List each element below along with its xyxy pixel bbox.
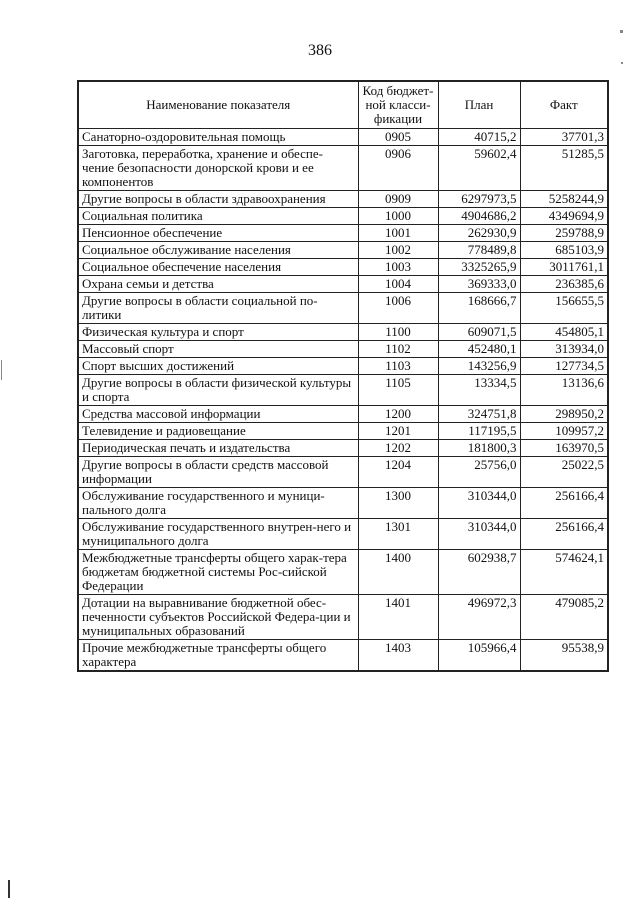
cell-fact: 95538,9 (520, 640, 608, 672)
cell-plan: 3325265,9 (438, 259, 520, 276)
cell-plan: 602938,7 (438, 550, 520, 595)
table-row (78, 225, 608, 242)
table-row (78, 550, 608, 595)
cell-code: 0906 (358, 146, 438, 191)
cell-plan: 609071,5 (438, 324, 520, 341)
cell-fact: 156655,5 (520, 293, 608, 324)
budget-table (77, 80, 609, 672)
table-row (78, 358, 608, 375)
table-body (78, 129, 608, 672)
cell-plan: 452480,1 (438, 341, 520, 358)
cell-name: Пенсионное обеспечение (78, 225, 358, 242)
header-plan: План (438, 81, 520, 129)
cell-plan: 262930,9 (438, 225, 520, 242)
cell-name: Обслуживание государственного и муници-пального долга (78, 488, 358, 519)
cell-fact: 298950,2 (520, 406, 608, 423)
table-header-row (78, 81, 608, 129)
cell-plan: 324751,8 (438, 406, 520, 423)
cell-plan: 310344,0 (438, 519, 520, 550)
cell-code: 1103 (358, 358, 438, 375)
cell-plan: 143256,9 (438, 358, 520, 375)
cell-name: Физическая культура и спорт (78, 324, 358, 341)
header-fact: Факт (520, 81, 608, 129)
table-row (78, 191, 608, 208)
cell-fact: 259788,9 (520, 225, 608, 242)
table-row (78, 423, 608, 440)
cell-code: 0905 (358, 129, 438, 146)
cell-name: Другие вопросы в области средств массовой информации (78, 457, 358, 488)
cell-fact: 479085,2 (520, 595, 608, 640)
cell-code: 1000 (358, 208, 438, 225)
cell-name: Социальное обслуживание населения (78, 242, 358, 259)
cell-fact: 313934,0 (520, 341, 608, 358)
cell-code: 1004 (358, 276, 438, 293)
cell-code: 1001 (358, 225, 438, 242)
cell-code: 1100 (358, 324, 438, 341)
table-row (78, 457, 608, 488)
cell-code: 0909 (358, 191, 438, 208)
table-row (78, 324, 608, 341)
margin-mark-top-2 (621, 62, 623, 64)
cell-plan: 778489,8 (438, 242, 520, 259)
budget-table-container (77, 80, 607, 672)
cell-name: Заготовка, переработка, хранение и обеспе-чение безопасности донорской крови и ее компонентов (78, 146, 358, 191)
cell-name: Спорт высших достижений (78, 358, 358, 375)
margin-mark-top (620, 30, 623, 33)
cell-fact: 256166,4 (520, 488, 608, 519)
table-row (78, 208, 608, 225)
header-name: Наименование показателя (78, 81, 358, 129)
table-row (78, 640, 608, 672)
table-row (78, 595, 608, 640)
cell-fact: 5258244,9 (520, 191, 608, 208)
cell-name: Средства массовой информации (78, 406, 358, 423)
table-row (78, 519, 608, 550)
table-row (78, 146, 608, 191)
table-row (78, 259, 608, 276)
cell-fact: 256166,4 (520, 519, 608, 550)
cell-name: Межбюджетные трансферты общего харак-тера бюджетам бюджетной системы Рос-сийской Федерации (78, 550, 358, 595)
cell-fact: 574624,1 (520, 550, 608, 595)
cell-name: Дотации на выравнивание бюджетной обес-печенности субъектов Российской Федера-ции и муниципальных образований (78, 595, 358, 640)
cell-code: 1003 (358, 259, 438, 276)
cell-plan: 181800,3 (438, 440, 520, 457)
cell-plan: 117195,5 (438, 423, 520, 440)
cell-code: 1201 (358, 423, 438, 440)
cell-code: 1200 (358, 406, 438, 423)
table-row (78, 440, 608, 457)
cell-plan: 168666,7 (438, 293, 520, 324)
cell-name: Другие вопросы в области социальной по-литики (78, 293, 358, 324)
cell-plan: 310344,0 (438, 488, 520, 519)
header-code: Код бюджет-ной класси-фикации (358, 81, 438, 129)
cell-plan: 105966,4 (438, 640, 520, 672)
cell-code: 1102 (358, 341, 438, 358)
cell-code: 1400 (358, 550, 438, 595)
cell-code: 1202 (358, 440, 438, 457)
cell-plan: 59602,4 (438, 146, 520, 191)
table-row (78, 488, 608, 519)
cell-name: Другие вопросы в области здравоохранения (78, 191, 358, 208)
page-number: 386 (308, 42, 332, 59)
cell-plan: 25756,0 (438, 457, 520, 488)
cell-plan: 13334,5 (438, 375, 520, 406)
cell-plan: 40715,2 (438, 129, 520, 146)
cell-name: Прочие межбюджетные трансферты общего характера (78, 640, 358, 672)
cell-code: 1105 (358, 375, 438, 406)
cell-fact: 127734,5 (520, 358, 608, 375)
cell-code: 1401 (358, 595, 438, 640)
table-row (78, 276, 608, 293)
cell-name: Социальное обеспечение населения (78, 259, 358, 276)
cell-code: 1002 (358, 242, 438, 259)
cell-fact: 51285,5 (520, 146, 608, 191)
cell-fact: 109957,2 (520, 423, 608, 440)
cell-name: Периодическая печать и издательства (78, 440, 358, 457)
cell-code: 1006 (358, 293, 438, 324)
cell-name: Санаторно-оздоровительная помощь (78, 129, 358, 146)
margin-mark-left (1, 360, 2, 380)
cell-name: Обслуживание государственного внутрен-него и муниципального долга (78, 519, 358, 550)
cell-name: Другие вопросы в области физической культуры и спорта (78, 375, 358, 406)
cell-code: 1301 (358, 519, 438, 550)
cell-code: 1300 (358, 488, 438, 519)
cell-code: 1204 (358, 457, 438, 488)
cell-name: Телевидение и радиовещание (78, 423, 358, 440)
cell-name: Охрана семьи и детства (78, 276, 358, 293)
table-row (78, 242, 608, 259)
table-row (78, 293, 608, 324)
cell-plan: 496972,3 (438, 595, 520, 640)
table-row (78, 375, 608, 406)
cell-fact: 454805,1 (520, 324, 608, 341)
cell-fact: 685103,9 (520, 242, 608, 259)
margin-mark-bottom-left (8, 880, 10, 898)
table-row (78, 341, 608, 358)
cell-plan: 369333,0 (438, 276, 520, 293)
cell-name: Массовый спорт (78, 341, 358, 358)
table-row (78, 129, 608, 146)
cell-fact: 163970,5 (520, 440, 608, 457)
cell-fact: 3011761,1 (520, 259, 608, 276)
cell-fact: 13136,6 (520, 375, 608, 406)
cell-code: 1403 (358, 640, 438, 672)
cell-plan: 4904686,2 (438, 208, 520, 225)
cell-plan: 6297973,5 (438, 191, 520, 208)
cell-name: Социальная политика (78, 208, 358, 225)
cell-fact: 4349694,9 (520, 208, 608, 225)
table-row (78, 406, 608, 423)
cell-fact: 37701,3 (520, 129, 608, 146)
cell-fact: 236385,6 (520, 276, 608, 293)
cell-fact: 25022,5 (520, 457, 608, 488)
